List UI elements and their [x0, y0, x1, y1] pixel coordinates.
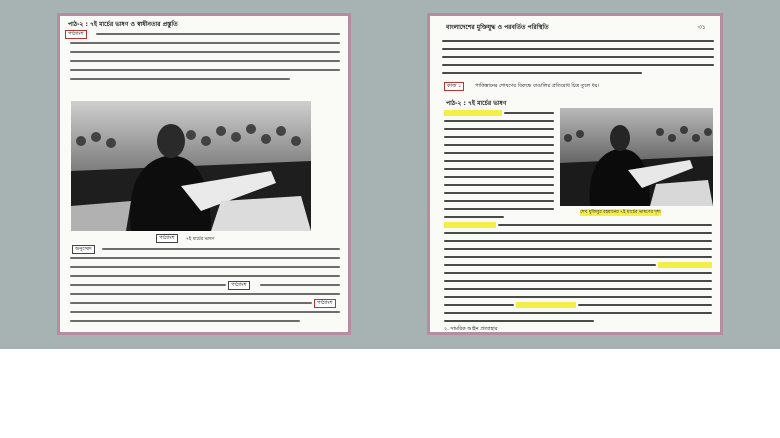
right-textbook-page [427, 13, 723, 335]
left-tag-1: পাঠ্যাংশ [65, 30, 87, 39]
text-line [444, 296, 712, 298]
text-line [444, 144, 554, 146]
text-line [70, 69, 340, 71]
text-line [444, 216, 504, 218]
right-task-label: কাজ ১ [444, 82, 464, 91]
left-page-photo [71, 101, 311, 231]
text-line [70, 275, 340, 277]
right-photo-caption: শেখ মুজিবুর রহমানের ৭ই মার্চের ভাষণের দৃশ্য [580, 210, 661, 215]
highlight-mark [658, 262, 712, 268]
right-task-text: পাকিস্তানের শোষণের বিরুদ্ধে বাঙালির প্রতিরোধ চিত্র তুলে ধর। [475, 83, 600, 89]
text-line [578, 304, 712, 306]
text-line [442, 64, 714, 66]
speech-photo-image [71, 101, 311, 231]
text-line [442, 40, 714, 42]
text-line [70, 60, 340, 62]
highlight-mark [516, 302, 576, 308]
right-footer-item: ২. সামরিক আইন প্রত্যাহার [444, 326, 498, 332]
text-line [442, 72, 642, 74]
text-line [70, 302, 312, 304]
right-page-header: বাংলাদেশের মুক্তিযুদ্ধ ও পরবর্তিত পরিস্থিতি [446, 24, 549, 31]
text-line [70, 51, 340, 53]
text-line [260, 284, 340, 286]
text-line [444, 320, 594, 322]
text-line [444, 128, 554, 130]
text-line [444, 280, 712, 282]
text-line [444, 208, 554, 210]
left-tag-4: পাঠ্যাংশ [228, 281, 250, 290]
left-tag-3: অনুচ্ছেদ [72, 245, 95, 254]
text-line [498, 224, 712, 226]
right-section-heading: পাঠ-২ : ৭ই মার্চের ভাষণ [446, 100, 507, 107]
text-line [70, 266, 340, 268]
speech-photo-image [560, 108, 713, 206]
right-page-photo [560, 108, 713, 206]
text-line [70, 257, 340, 259]
left-tag-2: পাঠ্যাংশ [156, 234, 178, 243]
text-line [444, 232, 712, 234]
text-line [444, 264, 656, 266]
text-line [504, 112, 554, 114]
text-line [444, 160, 554, 162]
text-line [444, 272, 712, 274]
text-line [444, 240, 712, 242]
left-photo-caption: ৭ই মার্চের ভাষণ [186, 237, 215, 242]
highlight-mark [444, 222, 496, 228]
text-line [444, 200, 554, 202]
left-tag-5: পাঠ্যাংশ [314, 299, 336, 308]
text-line [444, 192, 554, 194]
text-line [444, 248, 712, 250]
text-line [444, 152, 554, 154]
text-line [444, 184, 554, 186]
text-line [444, 312, 712, 314]
text-line [444, 168, 554, 170]
highlight-mark [444, 110, 502, 116]
text-line [444, 120, 554, 122]
text-line [444, 304, 514, 306]
text-line [444, 176, 554, 178]
text-line [442, 56, 714, 58]
text-line [70, 311, 340, 313]
text-line [102, 248, 340, 250]
left-textbook-page [57, 13, 351, 335]
text-line [444, 136, 554, 138]
left-page-header: পাঠ-২ : ৭ই মার্চের ভাষণ ও স্বাধীনতার প্রস্তুতি [68, 21, 178, 28]
text-line [442, 48, 714, 50]
text-line [444, 288, 712, 290]
text-line [444, 256, 712, 258]
text-line [70, 320, 300, 322]
text-line [70, 284, 226, 286]
text-line [70, 78, 290, 80]
text-line [96, 33, 340, 35]
text-line [70, 293, 340, 295]
text-line [70, 42, 340, 44]
right-page-number: ৩১ [698, 24, 706, 31]
